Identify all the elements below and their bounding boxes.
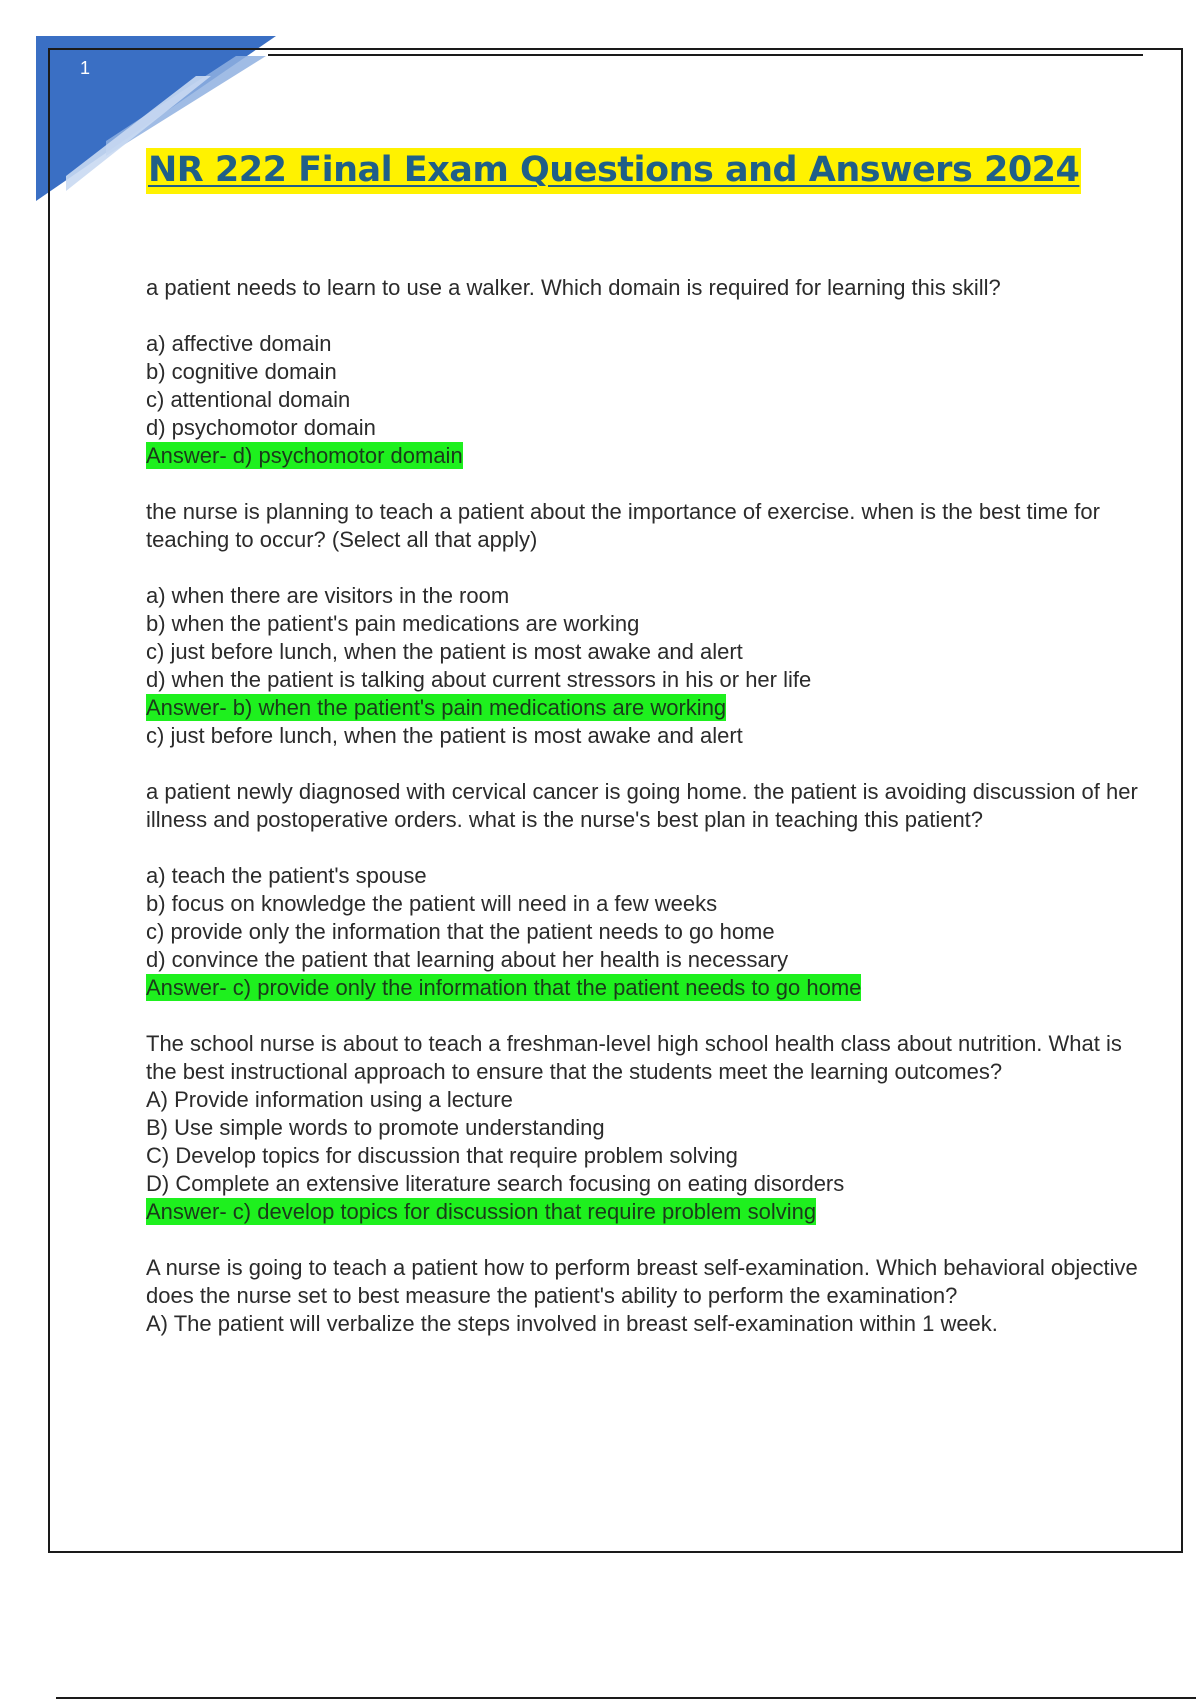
question-text: A nurse is going to teach a patient how to perform breast self-examination. Which behavioral objective does the nurse set to best measure the patient's ability to perform the examination? <box>146 1255 1138 1308</box>
answer-option: A) Provide information using a lecture <box>146 1087 513 1112</box>
answer-option: a) when there are visitors in the room <box>146 583 510 608</box>
question-text: a patient newly diagnosed with cervical cancer is going home. the patient is avoiding discussion of her illness and postoperative orders. what is the nurse's best plan in teaching this patient? <box>146 779 1138 832</box>
answer-option: B) Use simple words to promote understanding <box>146 1115 605 1140</box>
document-title: NR 222 Final Exam Questions and Answers 2024 <box>146 148 1081 194</box>
correct-answer-highlight: Answer- d) psychomotor domain <box>146 443 463 468</box>
question-text: the nurse is planning to teach a patient about the importance of exercise. when is the best time for teaching to occur? (Select all that apply) <box>146 499 1100 552</box>
question-list <box>146 274 1156 1366</box>
question-item <box>146 778 1156 1002</box>
answer-option: a) affective domain <box>146 331 332 356</box>
answer-option: A) The patient will verbalize the steps involved in breast self-examination within 1 week. <box>146 1311 998 1336</box>
answer-option: d) psychomotor domain <box>146 415 376 440</box>
correct-answer-highlight: Answer- c) provide only the information that the patient needs to go home <box>146 975 862 1000</box>
answer-option: d) convince the patient that learning about her health is necessary <box>146 947 789 972</box>
additional-answer: c) just before lunch, when the patient is most awake and alert <box>146 723 743 748</box>
question-item <box>146 498 1156 750</box>
question-item <box>146 1030 1156 1226</box>
correct-answer-highlight: Answer- b) when the patient's pain medications are working <box>146 695 727 720</box>
question-item <box>146 1254 1156 1338</box>
answer-option: a) teach the patient's spouse <box>146 863 427 888</box>
answer-option: c) provide only the information that the patient needs to go home <box>146 919 775 944</box>
answer-option: b) focus on knowledge the patient will need in a few weeks <box>146 891 718 916</box>
question-text: The school nurse is about to teach a freshman-level high school health class about nutrition. What is the best instructional approach to ensure that the students meet the learning outcomes? <box>146 1031 1122 1084</box>
question-item <box>146 274 1156 470</box>
answer-option: D) Complete an extensive literature search focusing on eating disorders <box>146 1171 845 1196</box>
page-number: 1 <box>80 58 91 78</box>
answer-option: C) Develop topics for discussion that require problem solving <box>146 1143 738 1168</box>
answer-option: c) attentional domain <box>146 387 351 412</box>
footer-rule <box>56 1697 1196 1699</box>
answer-option: b) when the patient's pain medications are working <box>146 611 640 636</box>
question-text: a patient needs to learn to use a walker. Which domain is required for learning this skill? <box>146 275 1001 300</box>
answer-option: b) cognitive domain <box>146 359 337 384</box>
answer-option: c) just before lunch, when the patient is most awake and alert <box>146 639 743 664</box>
answer-option: d) when the patient is talking about current stressors in his or her life <box>146 667 812 692</box>
correct-answer-highlight: Answer- c) develop topics for discussion that require problem solving <box>146 1199 817 1224</box>
